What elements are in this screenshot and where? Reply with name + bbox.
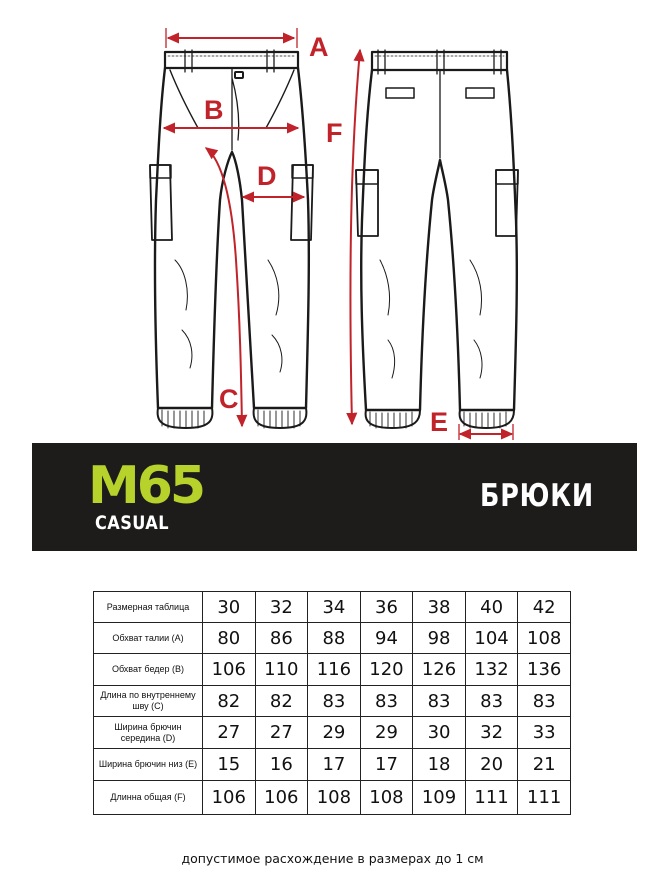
size-cell: 34: [308, 592, 361, 623]
table-row-total-length: [94, 781, 571, 815]
table-cell: 83: [465, 686, 518, 717]
dimension-arrows: [164, 28, 513, 440]
table-cell: 20: [465, 749, 518, 781]
table-cell: 111: [518, 781, 571, 815]
table-cell: 18: [413, 749, 466, 781]
dim-label-e: E: [430, 407, 449, 437]
table-cell: 106: [203, 654, 256, 686]
table-row-waist: [94, 623, 571, 654]
pants-diagram: [0, 0, 665, 440]
table-cell: 109: [413, 781, 466, 815]
table-cell: 86: [255, 623, 308, 654]
table-cell: 94: [360, 623, 413, 654]
pants-back-view: [356, 50, 518, 428]
table-cell: 106: [203, 781, 256, 815]
size-cell: 32: [255, 592, 308, 623]
table-cell: 106: [255, 781, 308, 815]
table-cell: 126: [413, 654, 466, 686]
table-cell: 110: [255, 654, 308, 686]
table-row-leg-width-middle: [94, 717, 571, 749]
table-cell: 82: [255, 686, 308, 717]
table-cell: 32: [465, 717, 518, 749]
table-cell: 17: [308, 749, 361, 781]
table-cell: 27: [255, 717, 308, 749]
table-cell: 17: [360, 749, 413, 781]
table-cell: 104: [465, 623, 518, 654]
tolerance-footnote: допустимое расхождение в размерах до 1 см: [181, 851, 484, 866]
table-cell: 98: [413, 623, 466, 654]
row-label: Длинна общая (F): [94, 781, 203, 815]
table-cell: 120: [360, 654, 413, 686]
table-cell: 82: [203, 686, 256, 717]
table-row-leg-width-bottom: [94, 749, 571, 781]
dim-label-a: A: [309, 32, 329, 62]
table-cell: 80: [203, 623, 256, 654]
table-cell: 27: [203, 717, 256, 749]
pants-front-view: [150, 50, 313, 428]
logo-subtitle: CASUAL: [95, 512, 169, 534]
row-label: Обхват бедер (B): [94, 654, 203, 686]
row-label: Ширина брючин середина (D): [94, 717, 203, 749]
product-title: БРЮКИ: [480, 478, 595, 514]
size-cell: 42: [518, 592, 571, 623]
table-cell: 83: [413, 686, 466, 717]
table-cell: 29: [308, 717, 361, 749]
table-cell: 108: [518, 623, 571, 654]
dim-label-f: F: [326, 118, 343, 148]
table-header-row: [94, 592, 571, 623]
logo-mark-text: M65: [88, 456, 204, 511]
table-cell: 83: [308, 686, 361, 717]
table-cell: 111: [465, 781, 518, 815]
table-cell: 132: [465, 654, 518, 686]
table-cell: 116: [308, 654, 361, 686]
size-cell: 36: [360, 592, 413, 623]
table-cell: 15: [203, 749, 256, 781]
table-cell: 30: [413, 717, 466, 749]
table-cell: 29: [360, 717, 413, 749]
dim-label-c: C: [219, 384, 239, 414]
dim-label-b: B: [204, 95, 224, 125]
table-header-label: Размерная таблица: [94, 592, 203, 623]
table-cell: 108: [360, 781, 413, 815]
table-cell: 88: [308, 623, 361, 654]
table-cell: 136: [518, 654, 571, 686]
row-label: Ширина брючин низ (E): [94, 749, 203, 781]
size-cell: 30: [203, 592, 256, 623]
table-cell: 33: [518, 717, 571, 749]
dim-label-d: D: [257, 161, 277, 191]
row-label: Обхват талии (A): [94, 623, 203, 654]
row-label: Длина по внутреннему шву (C): [94, 686, 203, 717]
table-row-hips: [94, 654, 571, 686]
dim-f-arrow: [350, 50, 360, 424]
table-cell: 16: [255, 749, 308, 781]
size-cell: 38: [413, 592, 466, 623]
table-cell: 21: [518, 749, 571, 781]
table-cell: 83: [360, 686, 413, 717]
table-cell: 83: [518, 686, 571, 717]
size-table: [93, 591, 571, 815]
size-cell: 40: [465, 592, 518, 623]
table-cell: 108: [308, 781, 361, 815]
m65-logo: [86, 451, 206, 511]
table-row-inseam: [94, 686, 571, 717]
